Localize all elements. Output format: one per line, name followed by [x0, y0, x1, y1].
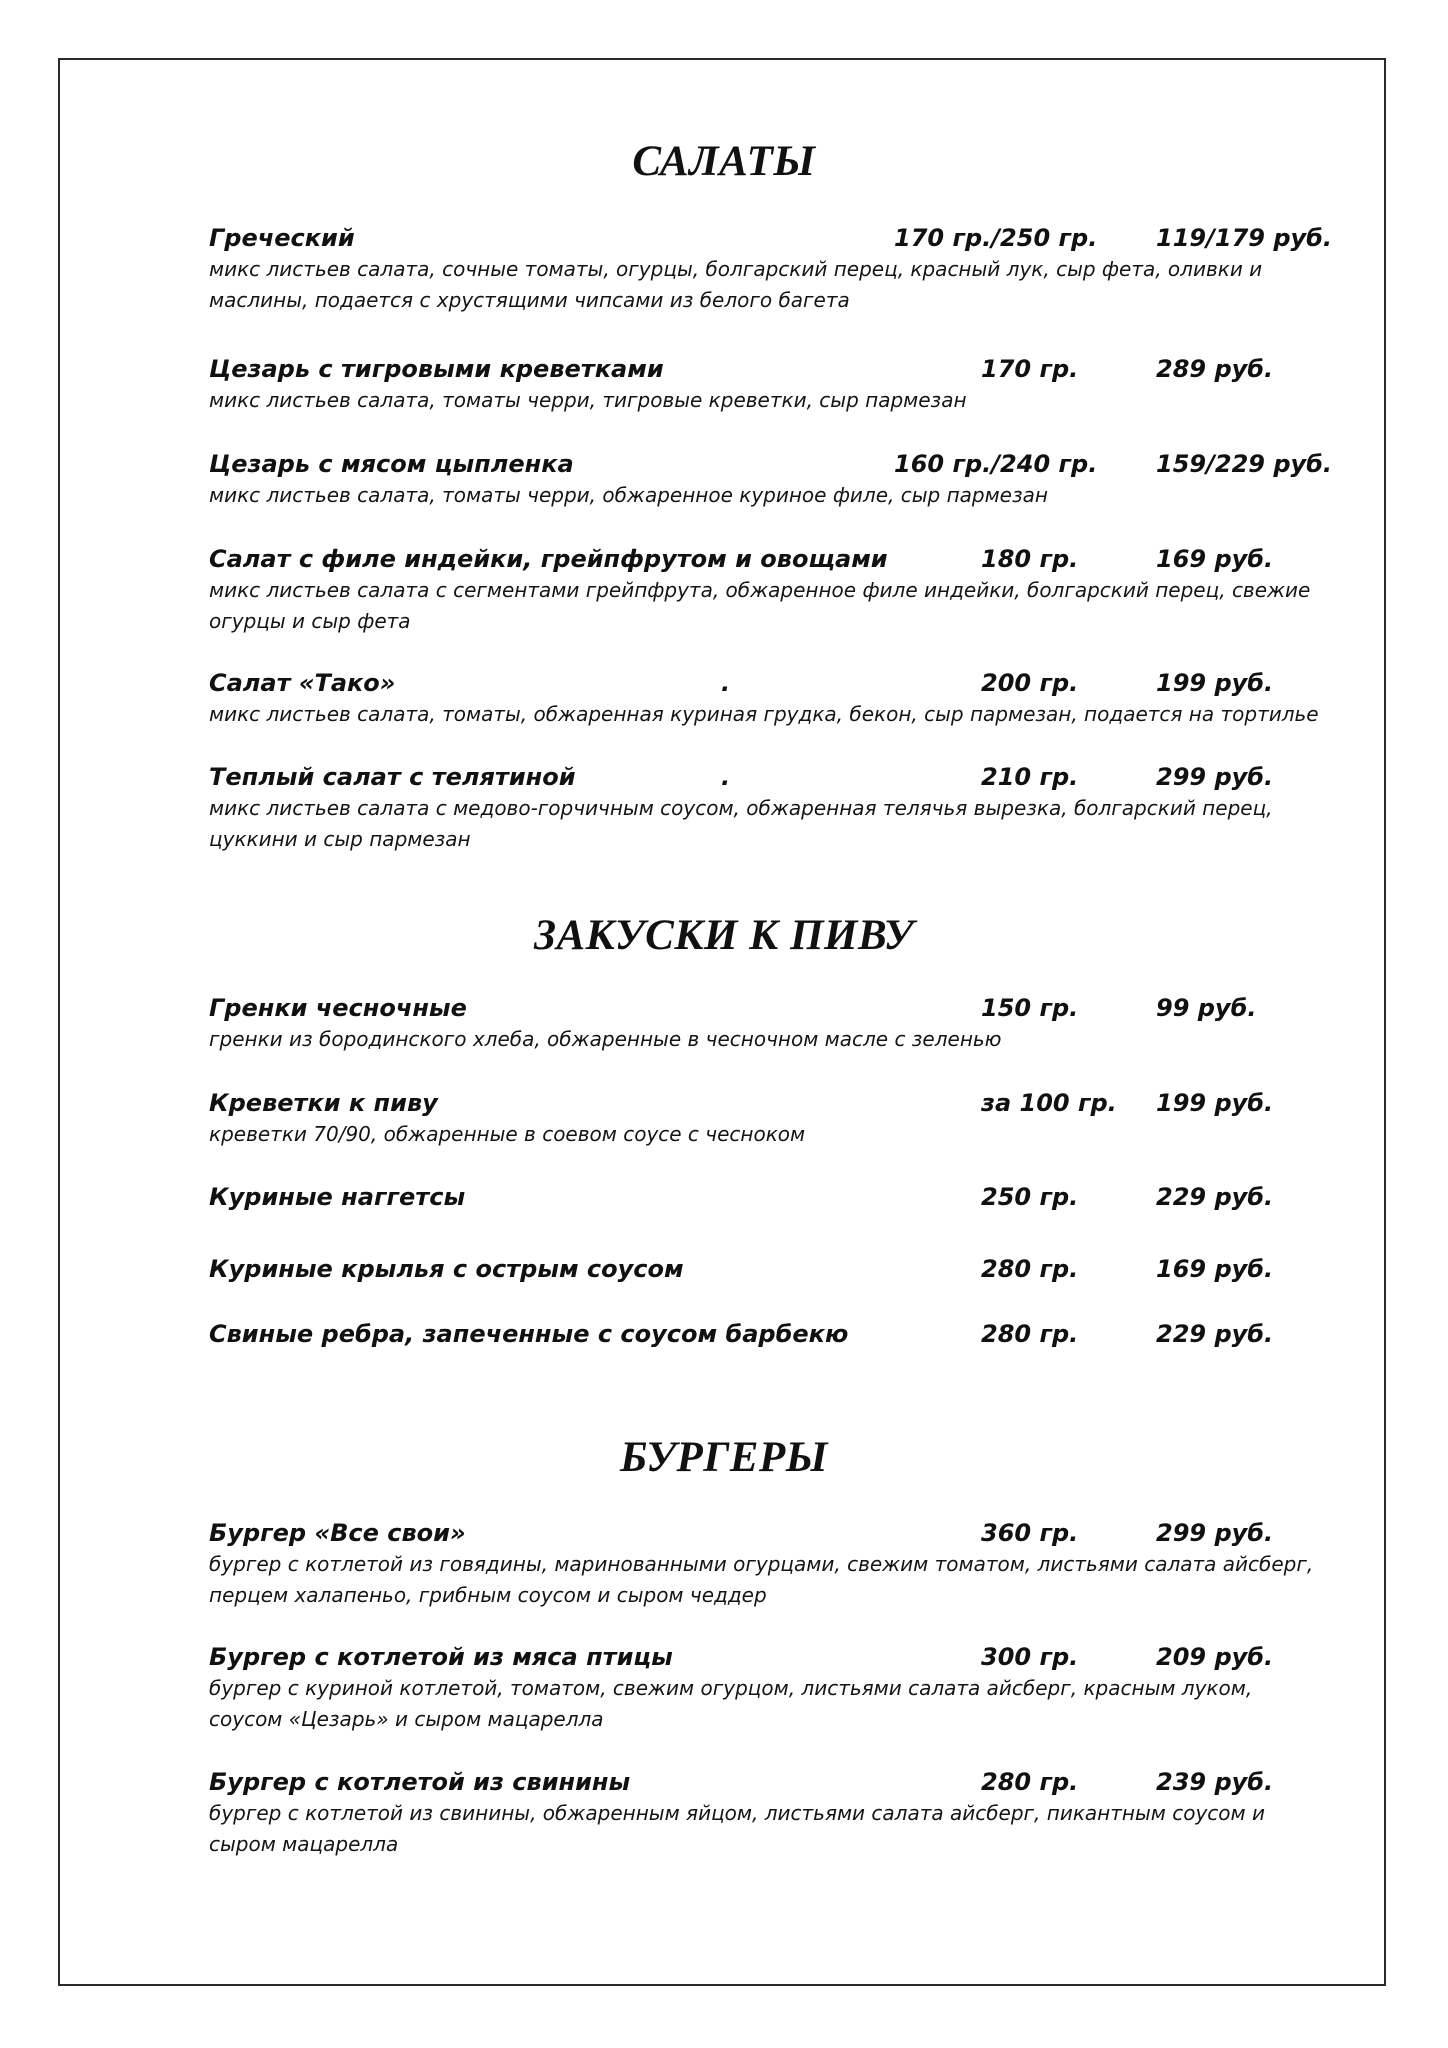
- item-name: Свиные ребра, запеченные с соусом барбекю: [209, 1320, 849, 1348]
- item-name: Цезарь с мясом цыпленка: [209, 450, 574, 478]
- item-description-line: бургер с котлетой из говядины, маринованными огурцами, свежим томатом, листьями салата айсберг,: [209, 1552, 1314, 1576]
- item-price: 299 руб.: [1156, 763, 1274, 791]
- item-description-line: цуккини и сыр пармезан: [209, 827, 471, 851]
- item-price: 229 руб.: [1156, 1183, 1274, 1211]
- item-price: 99 руб.: [1156, 994, 1257, 1022]
- item-name: Цезарь с тигровыми креветками: [209, 355, 664, 383]
- item-weight: 300 гр.: [981, 1643, 1079, 1671]
- item-name: Салат «Тако»: [209, 669, 396, 697]
- item-weight: 360 гр.: [981, 1519, 1079, 1547]
- item-price: 119/179 руб.: [1156, 224, 1333, 252]
- item-description-line: микс листьев салата, томаты черри, обжаренное куриное филе, сыр пармезан: [209, 483, 1048, 507]
- item-price: 159/229 руб.: [1156, 450, 1333, 478]
- section-title-salads: САЛАТЫ: [632, 138, 816, 185]
- item-price: 169 руб.: [1156, 545, 1274, 573]
- item-weight: 170 гр.: [981, 355, 1079, 383]
- item-description-line: соусом «Цезарь» и сыром мацарелла: [209, 1707, 604, 1731]
- item-separator-dot: .: [721, 669, 731, 697]
- item-description-line: бургер с котлетой из свинины, обжаренным яйцом, листьями салата айсберг, пикантным соусом и: [209, 1801, 1265, 1825]
- item-weight: 210 гр.: [981, 763, 1079, 791]
- menu-item: [209, 448, 1359, 511]
- item-separator-dot: .: [721, 763, 731, 791]
- menu-item: [209, 1517, 1359, 1611]
- section-title-burgers: БУРГЕРЫ: [620, 1434, 828, 1481]
- item-price: 209 руб.: [1156, 1643, 1274, 1671]
- item-description-line: маслины, подается с хрустящими чипсами из белого багета: [209, 288, 850, 312]
- item-price: 299 руб.: [1156, 1519, 1274, 1547]
- item-name: Бургер с котлетой из мяса птицы: [209, 1643, 673, 1671]
- menu-item: [209, 1181, 1359, 1213]
- item-weight: 280 гр.: [981, 1320, 1079, 1348]
- menu-item: [209, 761, 1359, 855]
- item-weight: за 100 гр.: [981, 1089, 1117, 1117]
- item-weight: 150 гр.: [981, 994, 1079, 1022]
- item-description-line: креветки 70/90, обжаренные в соевом соусе с чесноком: [209, 1122, 806, 1146]
- item-weight: 280 гр.: [981, 1768, 1079, 1796]
- item-description-line: микс листьев салата с медово-горчичным соусом, обжаренная телячья вырезка, болгарский перец,: [209, 796, 1273, 820]
- menu-item: [209, 1641, 1359, 1735]
- menu-item: [209, 543, 1359, 637]
- menu-item: [209, 1087, 1359, 1150]
- item-description-line: микс листьев салата, томаты черри, тигровые креветки, сыр пармезан: [209, 388, 967, 412]
- item-name: Бургер с котлетой из свинины: [209, 1768, 631, 1796]
- item-name: Куриные крылья с острым соусом: [209, 1255, 684, 1283]
- menu-item: [209, 1766, 1359, 1860]
- item-description-line: сыром мацарелла: [209, 1832, 399, 1856]
- section-title-beer-snacks: ЗАКУСКИ К ПИВУ: [534, 912, 914, 959]
- item-description-line: микс листьев салата, сочные томаты, огурцы, болгарский перец, красный лук, сыр фета, оливки и: [209, 257, 1263, 281]
- item-price: 239 руб.: [1156, 1768, 1274, 1796]
- item-weight: 170 гр./250 гр.: [894, 224, 1098, 252]
- item-name: Бургер «Все свои»: [209, 1519, 466, 1547]
- item-price: 199 руб.: [1156, 1089, 1274, 1117]
- menu-item: [209, 1318, 1359, 1350]
- item-price: 199 руб.: [1156, 669, 1274, 697]
- item-description-line: огурцы и сыр фета: [209, 609, 411, 633]
- item-name: Креветки к пиву: [209, 1089, 438, 1117]
- item-description-line: гренки из бородинского хлеба, обжаренные в чесночном масле с зеленью: [209, 1027, 1002, 1051]
- item-weight: 160 гр./240 гр.: [894, 450, 1098, 478]
- item-name: Греческий: [209, 224, 355, 252]
- menu-item: [209, 1253, 1359, 1285]
- item-name: Салат с филе индейки, грейпфрутом и овощами: [209, 545, 888, 573]
- item-weight: 280 гр.: [981, 1255, 1079, 1283]
- item-price: 169 руб.: [1156, 1255, 1274, 1283]
- menu-item: [209, 353, 1359, 416]
- item-price: 229 руб.: [1156, 1320, 1274, 1348]
- item-name: Куриные наггетсы: [209, 1183, 466, 1211]
- menu-item: [209, 222, 1359, 316]
- item-weight: 250 гр.: [981, 1183, 1079, 1211]
- menu-item: [209, 667, 1359, 730]
- item-description-line: бургер с куриной котлетой, томатом, свежим огурцом, листьями салата айсберг, красным луком,: [209, 1676, 1253, 1700]
- item-name: Гренки чесночные: [209, 994, 467, 1022]
- item-name: Теплый салат с телятиной: [209, 763, 576, 791]
- item-description-line: перцем халапеньо, грибным соусом и сыром чеддер: [209, 1583, 767, 1607]
- item-description-line: микс листьев салата, томаты, обжаренная куриная грудка, бекон, сыр пармезан, подается на тортилье: [209, 702, 1319, 726]
- item-weight: 180 гр.: [981, 545, 1079, 573]
- item-weight: 200 гр.: [981, 669, 1079, 697]
- item-price: 289 руб.: [1156, 355, 1274, 383]
- menu-item: [209, 992, 1359, 1055]
- item-description-line: микс листьев салата с сегментами грейпфрута, обжаренное филе индейки, болгарский перец, свежие: [209, 578, 1311, 602]
